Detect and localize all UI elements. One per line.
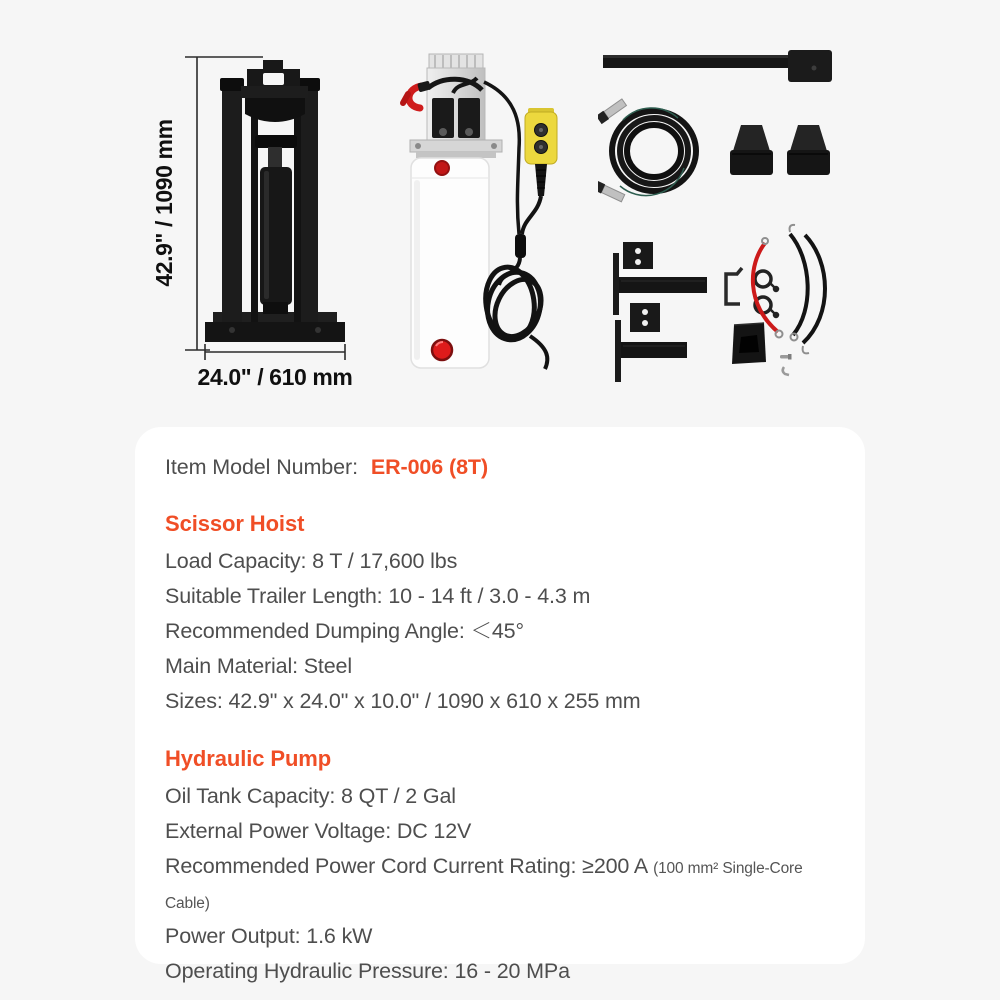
model-number-label: Item Model Number: bbox=[165, 455, 358, 479]
hardware-kit-photo bbox=[598, 220, 878, 400]
accessories-top-photo bbox=[598, 48, 875, 213]
width-dimension-line bbox=[205, 344, 345, 360]
spec-line-dumping-angle: Recommended Dumping Angle: ＜45° bbox=[165, 619, 524, 643]
spec-line-sizes: Sizes: 42.9" x 24.0" x 10.0" / 1090 x 610 x 255 mm bbox=[165, 689, 641, 713]
pendant-remote bbox=[481, 82, 557, 369]
model-number-row bbox=[165, 449, 835, 485]
oil-tank bbox=[411, 158, 489, 368]
scissor-hoist-illustration bbox=[205, 60, 345, 342]
hydraulic-pump-photo bbox=[398, 48, 593, 373]
spec-line-cord-current-rating: Recommended Power Cord Current Rating: ≥200 A (100 mm² Single-Core Cable) bbox=[165, 854, 803, 912]
bent-wire-bracket bbox=[726, 268, 742, 304]
small-bolts bbox=[780, 354, 792, 375]
hinge-bracket-plate bbox=[630, 303, 660, 332]
spec-line-power-voltage: External Power Voltage: DC 12V bbox=[165, 819, 472, 843]
hose-fitting bbox=[598, 181, 625, 203]
pump-mount-plate bbox=[410, 140, 502, 158]
spec-line-load-capacity: Load Capacity: 8 T / 17,600 lbs bbox=[165, 549, 458, 573]
spec-line-power-output: Power Output: 1.6 kW bbox=[165, 924, 373, 948]
spec-line-oil-tank: Oil Tank Capacity: 8 QT / 2 Gal bbox=[165, 784, 456, 808]
hinge-bracket-plate bbox=[623, 242, 653, 269]
spec-line-trailer-length: Suitable Trailer Length: 10 - 14 ft / 3.0 - 4.3 m bbox=[165, 584, 591, 608]
section-title-hydraulic-pump: Hydraulic Pump bbox=[165, 746, 332, 771]
tank-fill-cap bbox=[435, 161, 449, 175]
height-dimension-label: 42.9" / 1090 mm bbox=[151, 119, 177, 287]
coiled-cable bbox=[481, 264, 550, 345]
section-title-scissor-hoist: Scissor Hoist bbox=[165, 511, 305, 536]
pump-mount-block bbox=[787, 125, 830, 175]
hydraulic-hose bbox=[598, 98, 696, 203]
model-number-value: ER-006 (8T) bbox=[370, 455, 489, 479]
width-dimension-label: 24.0" / 610 mm bbox=[197, 364, 353, 390]
rubber-cover bbox=[732, 323, 766, 364]
specs-card bbox=[135, 427, 865, 983]
retaining-clip bbox=[755, 271, 778, 291]
spec-line-main-material: Main Material: Steel bbox=[165, 654, 352, 678]
scissor-hoist-photo bbox=[130, 40, 400, 405]
pump-motor bbox=[427, 54, 485, 140]
spec-line-hydraulic-pressure: Operating Hydraulic Pressure: 16 - 20 MPa bbox=[165, 959, 570, 983]
mounting-bar bbox=[603, 50, 832, 82]
pump-mount-block bbox=[730, 125, 773, 175]
